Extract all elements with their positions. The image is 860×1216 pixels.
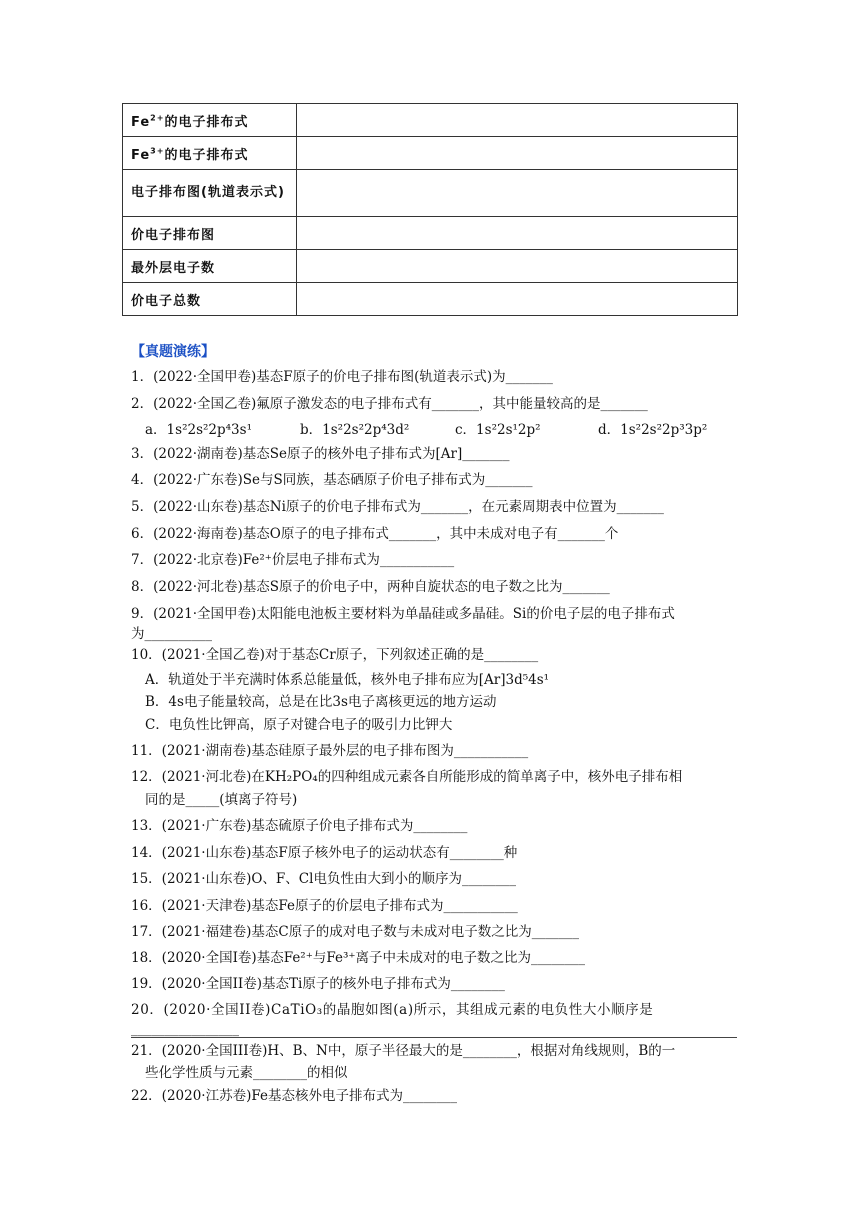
question-19: 19．(2020·全国II卷)基态Ti原子的核外电子排布式为________ — [131, 976, 505, 992]
question-10-option-c: C．电负性比钾高，原子对键合电子的吸引力比钾大 — [145, 717, 453, 733]
table-row — [123, 217, 738, 250]
row-label: 电子排布图(轨道表示式) — [123, 170, 297, 217]
question-21-line-2: 些化学性质与元素________的相似 — [145, 1065, 348, 1081]
question-20-line-2: ________________ — [131, 1021, 239, 1037]
row-label: 价电子总数 — [123, 283, 297, 316]
question-9-line-1: 9．(2021·全国甲卷)太阳能电池板主要材料为单晶硅或多晶硅。Si的价电子层的电子排布式 — [131, 606, 675, 622]
row-value[interactable] — [297, 137, 738, 170]
question-2-option-c: c．1s²2s¹2p² — [455, 422, 541, 438]
question-11: 11．(2021·湖南卷)基态硅原子最外层的电子排布图为___________ — [131, 743, 529, 759]
row-value[interactable] — [297, 170, 738, 217]
question-13: 13．(2021·广东卷)基态硫原子价电子排布式为________ — [131, 818, 468, 834]
question-2-option-d: d．1s²2s²2p³3p² — [598, 422, 708, 438]
question-10-option-a: A．轨道处于半充满时体系总能量低，核外电子排布应为[Ar]3d⁵4s¹ — [145, 672, 550, 688]
question-7: 7．(2022·北京卷)Fe²⁺价层电子排布式为___________ — [131, 552, 455, 568]
question-3: 3．(2022·湖南卷)基态Se原子的核外电子排布式为[Ar]_______ — [131, 446, 510, 462]
table-row — [123, 283, 738, 316]
question-18: 18．(2020·全国I卷)基态Fe²⁺与Fe³⁺离子中未成对的电子数之比为________ — [131, 950, 586, 966]
row-label: $Fe^{2+}$的电子排布式 — [123, 104, 297, 137]
row-value[interactable] — [297, 104, 738, 137]
question-4: 4．(2022·广东卷)Se与S同族，基态硒原子价电子排布式为_______ — [131, 472, 533, 488]
question-8: 8．(2022·河北卷)基态S原子的价电子中，两种自旋状态的电子数之比为_______ — [131, 579, 610, 595]
question-17: 17．(2021·福建卷)基态C原子的成对电子数与未成对电子数之比为_______ — [131, 924, 579, 940]
question-16: 16．(2021·天津卷)基态Fe原子的价层电子排布式为___________ — [131, 898, 518, 914]
question-1: 1．(2022·全国甲卷)基态F原子的价电子排布图(轨道表示式)为_______ — [131, 369, 553, 385]
question-10-option-b: B．4s电子能量较高，总是在比3s电子离核更远的地方运动 — [145, 694, 497, 710]
question-2-option-b: b．1s²2s²2p⁴3d² — [300, 422, 410, 438]
question-6: 6．(2022·海南卷)基态O原子的电子排布式_______，其中未成对电子有_______个 — [131, 526, 619, 542]
table-row — [123, 137, 738, 170]
question-12-line-1: 12．(2021·河北卷)在KH₂PO₄的四种组成元素各自所能形成的简单离子中，核外电子排布相 — [131, 769, 683, 785]
question-9-line-2: 为__________ — [131, 626, 212, 642]
question-21-line-1: 21．(2020·全国III卷)H、B、N中，原子半径最大的是________，根据对角线规则，B的一 — [131, 1043, 676, 1059]
question-10: 10．(2021·全国乙卷)对于基态Cr原子，下列叙述正确的是________ — [131, 647, 539, 663]
fe-info-table — [122, 103, 738, 316]
question-12-line-2: 同的是_____(填离子符号) — [145, 792, 298, 808]
section-title: 【真题演练】 — [131, 344, 215, 360]
question-2: 2．(2022·全国乙卷)氟原子激发态的电子排布式有_______，其中能量较高的是_______ — [131, 396, 648, 412]
row-label: 最外层电子数 — [123, 250, 297, 283]
row-value[interactable] — [297, 283, 738, 316]
row-label: 价电子排布图 — [123, 217, 297, 250]
question-14: 14．(2021·山东卷)基态F原子核外电子的运动状态有________种 — [131, 845, 518, 861]
question-2-option-a: a．1s²2s²2p⁴3s¹ — [145, 422, 252, 438]
table-row — [123, 104, 738, 137]
row-label: $Fe^{3+}$的电子排布式 — [123, 137, 297, 170]
table-row — [123, 250, 738, 283]
row-value[interactable] — [297, 250, 738, 283]
question-15: 15．(2021·山东卷)O、F、Cl电负性由大到小的顺序为________ — [131, 871, 516, 887]
question-5: 5．(2022·山东卷)基态Ni原子的价电子排布式为_______，在元素周期表中位置为_______ — [131, 499, 664, 515]
table-row — [123, 170, 738, 217]
question-22: 22．(2020·江苏卷)Fe基态核外电子排布式为________ — [131, 1088, 457, 1104]
divider-line — [131, 1037, 737, 1038]
question-20-line-1: 20．(2020·全国II卷)CaTiO₃的晶胞如图(a)所示，其组成元素的电负性大小顺序是 — [131, 1002, 654, 1018]
row-value[interactable] — [297, 217, 738, 250]
